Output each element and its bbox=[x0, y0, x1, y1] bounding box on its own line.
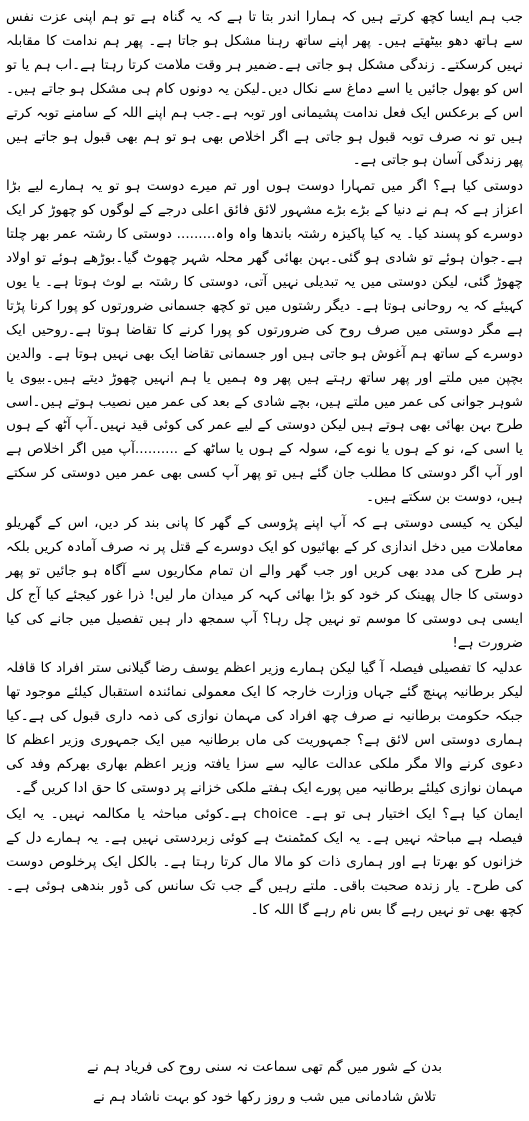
paragraph-judiciary: عدلیہ کا تفصیلی فیصلہ آ گیا لیکن ہمارے وزیر اعظم یوسف رضا گیلانی ستر افراد کا قافلہ لیکر برطانیہ پہنچ گئے جہاں وزارت خارجہ کا ایک معمولی نمائندہ استقبال کیلئے موجود تھا جبکہ حکومت برطانیہ نے صرف چھ افراد کی مہمان نوازی کی ذمہ داری قبول کی ہے۔کیا ہماری دوستی اس لائق ہے؟ جمہوریت کی ماں برطانیہ میں ایک جمہوری وزیر اعظم کا دعوی کرنے والا مگر ملکی عدالت عالیہ سے سزا یافتہ وزیر اعظم بھاری بھرکم وفد کی مہمان نوازی کیلئے برطانیہ میں پورے ایک ہفتے ملکی خزانے پر دوستی کا حق ادا کریں گے۔ bbox=[6, 660, 523, 796]
paragraph-repentance: جب ہم ایسا کچھ کرتے ہیں کہ ہمارا اندر بتا تا ہے کہ یہ گناہ ہے تو ہم اپنی عزت نفس سے ہاتھ دھو بیٹھتے ہیں۔ پھر اپنے ساتھ رہنا مشکل ہو جاتا ہے۔ پھر ہم ندامت کا مقابلہ نہیں کرسکتے۔ زندگی مشکل ہو جاتی ہے۔ضمیر ہر وقت ملامت کرتا رہتا ہے۔اب ہم یا تو اس کو بھول جائیں یا اسے دماغ سے نکال دیں۔لیکن یہ دونوں کام ہی مشکل ہو جاتے ہیں۔اس کے برعکس ایک فعل ندامت پشیمانی اور توبہ ہے۔جب ہم اپنے اللہ کے سامنے توبہ کرتے ہیں تو نہ صرف توبہ قبول ہو جاتی ہے اگر اخلاص بھی ہو تو ہم بھی قبول ہو جاتے ہیں پھر زندگی آسان ہو جاتی ہے۔ bbox=[6, 9, 523, 169]
paragraph-friendship: دوستی کیا ہے؟ اگر میں تمہارا دوست ہوں اور تم میرے دوست ہو تو یہ ہمارے لیے بڑا اعزاز ہے کہ ہم نے دنیا کے بڑے بڑے مشہور لائق فائق اعلی درجے کے لوگوں کو چھوڑ کر ایک دوسرے کو پسند کیا۔ یہ کیا پاکیزہ رشتہ باندھا واہ واہ......... دوستی کا رشتہ عمر بھر چلتا ہے۔جوان ہوئے تو شادی ہو گئی۔بہن بھائی گھر محلہ شہر چھوٹ گیا۔بوڑھے ہوئے تو اولاد چھوڑ گئی، لیکن دوستی میں یہ تبدیلی نہیں آتی، دوستی کا رشتہ بے لوث ہوتا ہے۔ یا یوں کہیئے کہ یہ روحانی ہوتا ہے۔ دیگر رشتوں میں تو کچھ جسمانی ضرورتوں کو پورا کرنا پڑتا ہے مگر دوستی میں صرف روح کی ضرورتوں کو پورا کرنے کا تقاضا ہوتا ہے۔روحیں ایک دوسرے کے ساتھ ہم آغوش ہو جاتی ہیں اور جسمانی تقاضا ایک بھی نہیں ہوتا ہے۔ والدین بچپن میں ملتے اور پھر ساتھ رہتے ہیں پھر وہ ہمیں یا ہم انہیں چھوڑ دیتے ہیں۔بیوی یا شوہر جوانی کی عمر میں ملتے ہیں، بچے شادی کے بعد کی عمر میں نصیب ہوتے ہیں۔اسی طرح بہن بھائی بھی ہوتے ہیں لیکن دوستی کے لیے عمر کی کوئی قید نہیں۔آپ آٹھ کے ہوں یا اسی کے، نو کے ہوں یا نوے کے، سولہ کے ہوں یا ساٹھ کے ..........آپ میں اگر اخلاص ہے اور آپ اگر دوستی کا مطلب جان گئے ہیں تو پھر آپ کسی بھی عمر میں دوستی کر سکتے ہیں، دوست بن سکتے ہیں۔ bbox=[6, 178, 523, 506]
article-body bbox=[6, 6, 523, 924]
paragraph-faith: ایمان کیا ہے؟ ایک اختیار ہی تو ہے۔ choice ہے۔کوئی مباحثہ یا مکالمہ نہیں۔ یہ ایک فیصلہ ہے مباحثہ نہیں ہے۔ یہ ایک کمٹمنٹ ہے کوئی زبردستی نہیں ہے۔ یہ ہمارے دل کے خزانوں کو بھرتا ہے اور ہماری ذات کو مالا مال کرتا رہتا ہے۔ بالکل ایک پرخلوص دوست کی طرح۔ یار زندہ صحبت باقی۔ ملتے رہیں گے جب تک سانس کی ڈور بندھی ہوئی ہے۔ کچھ بھی تو نہیں رہے گا بس نام رہے گا اللہ کا۔ bbox=[6, 805, 523, 918]
closing-verse bbox=[0, 1052, 529, 1112]
paragraph-neighbor: لیکن یہ کیسی دوستی ہے کہ آپ اپنے پڑوسی کے گھر کا پانی بند کر دیں، اس کے گھریلو معاملات میں دخل اندازی کر کے بھائیوں کو ایک دوسرے کے قتل پر نہ صرف آمادہ کریں بلکہ ہر طرح کی مدد بھی کریں اور جب گھر والے ان تمام مکاریوں سے آگاہ ہو جائیں تو پھر دوستی کا جال پھینک کر خود کو بڑا بھائی کہہ کر میدان مار لیں! ذرا غور کیجئے کیا آج کل ایسی ہی دوستی کا موسم تو نہیں چل رہا؟ آپ سمجھ دار ہیں تفصیل میں جانے کی کیا ضرورت ہے! bbox=[6, 515, 523, 651]
verse-line-1: بدن کے شور میں گم تھی سماعت نہ سنی روح کی فریاد ہم نے bbox=[87, 1059, 442, 1075]
verse-line-2: تلاش شادمانی میں شب و روز رکھا خود کو بہت ناشاد ہم نے bbox=[93, 1089, 436, 1105]
